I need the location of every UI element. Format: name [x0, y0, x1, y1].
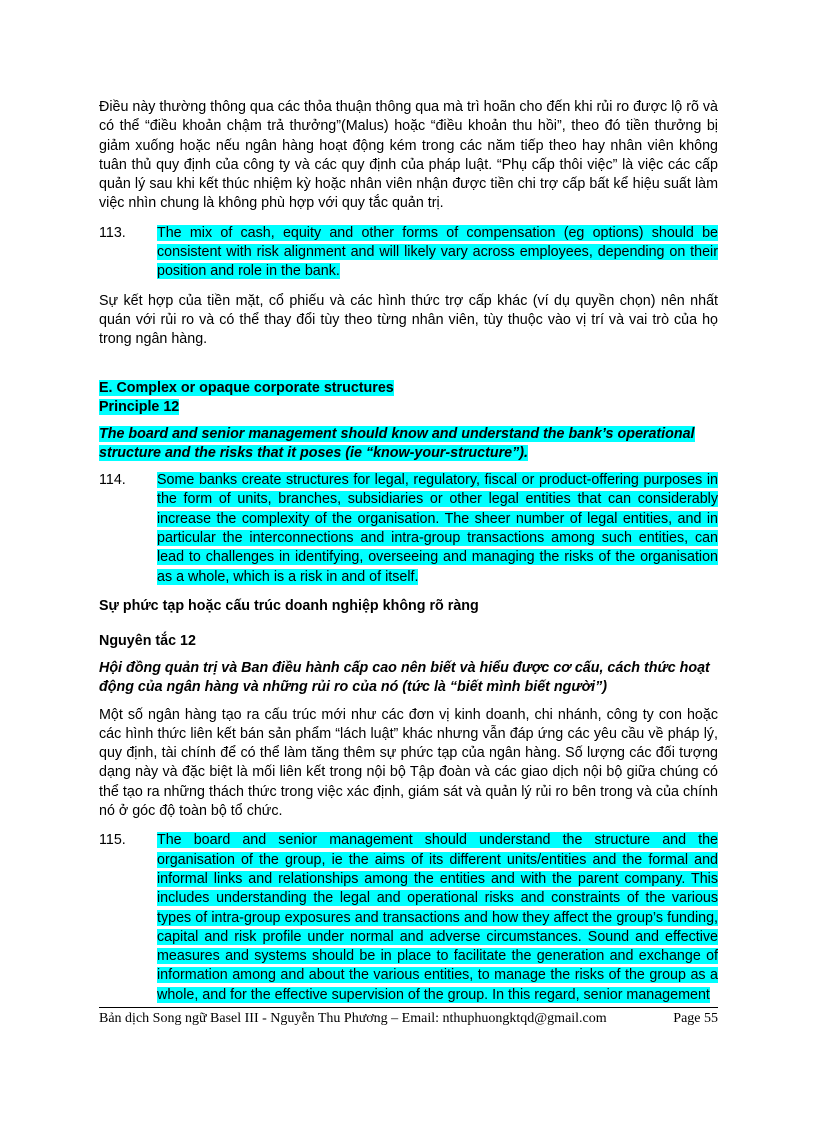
paragraph-113-vi: Sự kết hợp của tiền mặt, cổ phiếu và các hình thức trợ cấp khác (ví dụ quyền chọn) nên nhất quán với rủi ro và có thể thay đổi tùy theo từng nhân viên, tùy thuộc vào vị trí và vai trò của họ trong ngân hàng. — [99, 292, 718, 348]
vi-principle-statement: Hội đồng quản trị và Ban điều hành cấp cao nên biết và hiểu được cơ cấu, cách thức hoạt động của ngân hàng và những rủi ro của nó (tức là “biết mình biết người”) — [99, 659, 710, 696]
vi-section-heading: Sự phức tạp hoặc cấu trúc doanh nghiệp không rõ ràng — [99, 597, 479, 614]
page-number: Page 55 — [673, 1011, 718, 1026]
item-text-highlighted: Some banks create structures for legal, regulatory, fiscal or product-offering purposes in the form of units, branches, subsidiaries or other legal entities that can considerably increase the complexity of the organisation. The sheer number of legal entities, and in particular the interconnections and intra-group transactions among such entities, can lead to challenges in identifying, overseeing and managing the risks of the organisation as a whole, which is a risk in and of itself. — [157, 472, 718, 585]
paragraph-intro-vi: Điều này thường thông qua các thỏa thuận thông qua mà trì hoãn cho đến khi rủi ro được lộ rõ và có thể “điều khoản chậm trả thưởng”(Malus) hoặc “điều khoản thu hồi”, theo đó tiền thưởng bị giảm xuống hoặc nếu ngân hàng hoạt động kém trong các năm tiếp theo hay nhân viên không tuân thủ quy định của công ty và các quy định của pháp luật. “Phụ cấp thôi việc” là việc các cấp quản lý sau khi kết thúc nhiệm kỳ hoặc nhân viên nhận được tiền chi trợ cấp bất kể hiệu suất làm việc nhìn chung là không phù hợp với quy tắc quản trị. — [99, 99, 718, 212]
item-text-highlighted: The board and senior management should understand the structure and the organisation of the group, ie the aims of its different units/entities and the formal and informal links and relationships among the entities and with the parent company. This includes understanding the legal and operational risks and constraints of the various types of intra-group exposures and transactions and how they affect the group’s funding, capital and risk profile under normal and adverse circumstances. Sound and effective measures and systems should be in place to facilitate the generation and exchange of information among and about the various entities, to manage the risks of the group as a whole, and for the effective supervision of the group. In this regard, senior management — [157, 832, 718, 1003]
paragraph-114-vi: Một số ngân hàng tạo ra cấu trúc mới như các đơn vị kinh doanh, chi nhánh, công ty con hoặc các hình thức liên kết bán sản phẩm “lách luật” khác nhưng vẫn đáp ứng các yêu cầu về pháp lý, quy định, tài chính để có thể làm tăng thêm sự phức tạp của ngân hàng. Số lượng các đối tượng dạng này và đặc biệt là mối liên kết trong nội bộ Tập đoàn và các giao dịch nội bộ giữa chúng có thể tạo ra những thách thức trong việc xác định, giám sát và quản lý rủi ro bên trong và của chính nó ở góc độ toàn bộ tổ chức. — [99, 706, 718, 820]
page-footer — [99, 1007, 718, 1028]
numbered-item-115 — [99, 831, 718, 1005]
numbered-item-113 — [99, 224, 718, 282]
numbered-item-114 — [99, 471, 718, 587]
principle-statement: The board and senior management should know and understand the bank’s operational structure and the risks that it poses (ie “know-your-structure”). — [99, 425, 695, 461]
document-page — [99, 98, 718, 1015]
section-heading: E. Complex or opaque corporate structures — [99, 379, 394, 396]
footer-citation: Bản dịch Song ngữ Basel III - Nguyễn Thu Phương – Email: nthuphuongktqd@gmail.com — [99, 1011, 607, 1026]
vi-principle-heading: Nguyên tắc 12 — [99, 632, 196, 649]
principle-heading: Principle 12 — [99, 398, 180, 415]
item-number: 115. — [99, 832, 126, 849]
item-number: 113. — [99, 224, 126, 241]
item-text-highlighted: The mix of cash, equity and other forms of compensation (eg options) should be consistent with risk alignment and will likely vary across employees, depending on their position and role in the bank. — [157, 224, 718, 280]
item-number: 114. — [99, 472, 126, 489]
